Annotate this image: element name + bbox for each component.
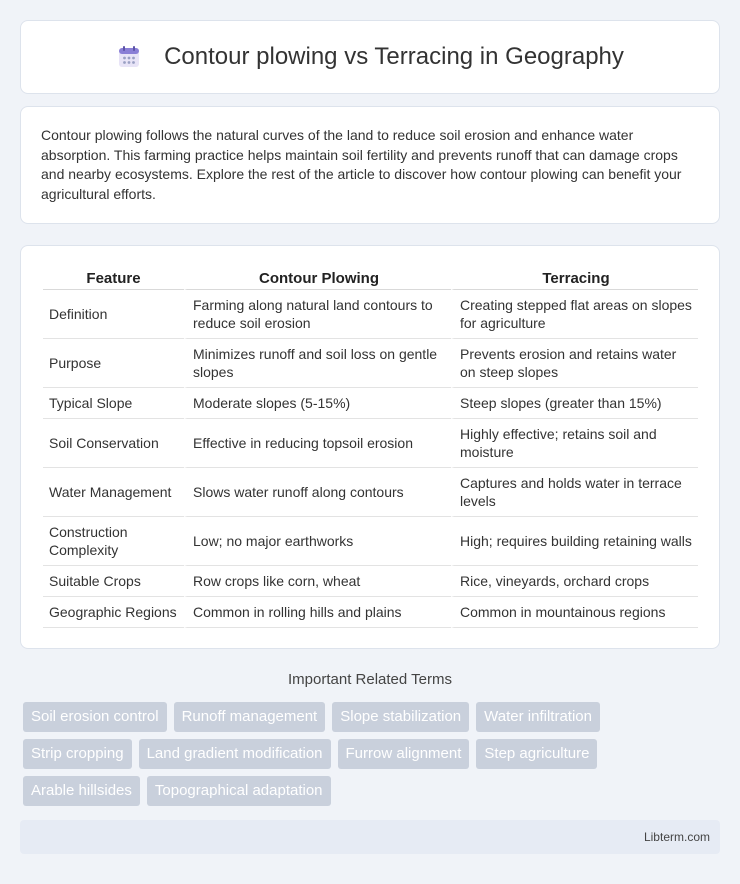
cell-terracing: Prevents erosion and retains water on steep slopes xyxy=(451,339,698,388)
table-row xyxy=(43,468,698,517)
tag-strip-cropping[interactable]: Strip cropping xyxy=(23,739,132,769)
tag-runoff-management[interactable]: Runoff management xyxy=(174,702,326,732)
table-row xyxy=(43,597,698,628)
footer xyxy=(20,820,720,854)
cell-contour: Minimizes runoff and soil loss on gentle slopes xyxy=(184,339,451,388)
cell-feature: Typical Slope xyxy=(43,388,184,419)
cell-terracing: Common in mountainous regions xyxy=(451,597,698,628)
intro-text: Contour plowing follows the natural curves of the land to reduce soil erosion and enhance water absorption. This farming practice helps maintain soil fertility and prevents runoff that can damage crops and nearby ecosystems. Explore the rest of the article to discover how contour plowing can benefit your agricultural efforts. xyxy=(41,127,682,202)
comparison-table xyxy=(43,266,698,628)
cell-feature: Definition xyxy=(43,290,184,339)
table-row xyxy=(43,388,698,419)
related-terms-tags xyxy=(23,702,723,813)
cell-terracing: High; requires building retaining walls xyxy=(451,517,698,566)
table-header-row xyxy=(43,266,698,290)
cell-contour: Effective in reducing topsoil erosion xyxy=(184,419,451,468)
table-row xyxy=(43,290,698,339)
tag-row xyxy=(23,702,723,732)
cell-contour: Common in rolling hills and plains xyxy=(184,597,451,628)
cell-feature: Water Management xyxy=(43,468,184,517)
table-row xyxy=(43,566,698,597)
cell-terracing: Captures and holds water in terrace levels xyxy=(451,468,698,517)
cell-terracing: Highly effective; retains soil and moisture xyxy=(451,419,698,468)
tag-water-infiltration[interactable]: Water infiltration xyxy=(476,702,600,732)
tag-row xyxy=(23,739,723,769)
footer-brand-link[interactable]: Libterm.com xyxy=(643,830,710,844)
cell-contour: Low; no major earthworks xyxy=(184,517,451,566)
tag-furrow-alignment[interactable]: Furrow alignment xyxy=(338,739,470,769)
cell-contour: Slows water runoff along contours xyxy=(184,468,451,517)
header-contour-plowing: Contour Plowing xyxy=(184,266,451,290)
related-terms-title: Important Related Terms xyxy=(288,671,452,688)
cell-feature: Geographic Regions xyxy=(43,597,184,628)
tag-topographical-adaptation[interactable]: Topographical adaptation xyxy=(147,776,331,806)
cell-contour: Moderate slopes (5-15%) xyxy=(184,388,451,419)
table-row xyxy=(43,419,698,468)
tag-step-agriculture[interactable]: Step agriculture xyxy=(476,739,597,769)
cell-feature: Soil Conservation xyxy=(43,419,184,468)
table-row xyxy=(43,339,698,388)
intro-card xyxy=(20,106,720,224)
cell-terracing: Creating stepped flat areas on slopes for agriculture xyxy=(451,290,698,339)
tag-arable-hillsides[interactable]: Arable hillsides xyxy=(23,776,140,806)
header-terracing: Terracing xyxy=(451,266,698,290)
tag-slope-stabilization[interactable]: Slope stabilization xyxy=(332,702,469,732)
comparison-table-card xyxy=(20,245,720,649)
header-feature: Feature xyxy=(43,266,184,290)
cell-feature: Construction Complexity xyxy=(43,517,184,566)
cell-contour: Farming along natural land contours to reduce soil erosion xyxy=(184,290,451,339)
tag-soil-erosion-control[interactable]: Soil erosion control xyxy=(23,702,167,732)
tag-row xyxy=(23,776,723,806)
cell-feature: Purpose xyxy=(43,339,184,388)
table-row xyxy=(43,517,698,566)
page-title: Contour plowing vs Terracing in Geography xyxy=(164,43,624,70)
cell-terracing: Rice, vineyards, orchard crops xyxy=(451,566,698,597)
calendar-icon xyxy=(116,44,142,70)
tag-land-gradient-modification[interactable]: Land gradient modification xyxy=(139,739,331,769)
cell-terracing: Steep slopes (greater than 15%) xyxy=(451,388,698,419)
cell-contour: Row crops like corn, wheat xyxy=(184,566,451,597)
cell-feature: Suitable Crops xyxy=(43,566,184,597)
header-card xyxy=(20,20,720,94)
